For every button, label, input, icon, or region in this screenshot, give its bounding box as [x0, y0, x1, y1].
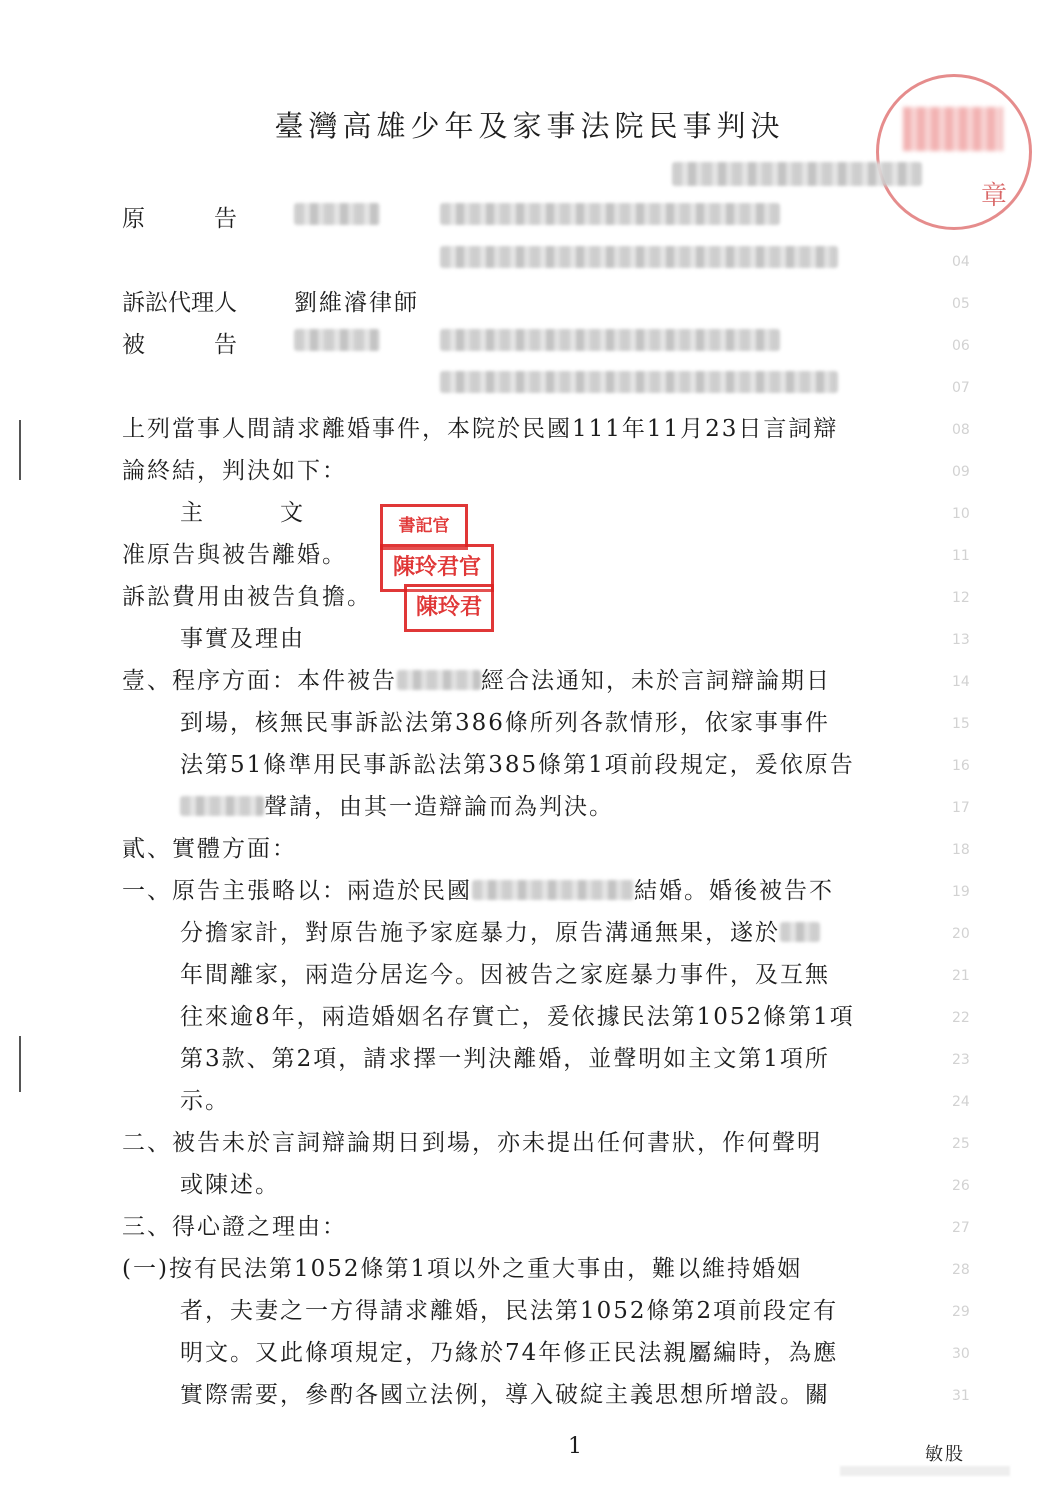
line-number: 14: [952, 674, 970, 690]
redacted-plaintiff-address: [440, 203, 780, 225]
section-two-p1-line-3: 年間離家，兩造分居迄今。因被告之家庭暴力事件，及互無: [180, 962, 830, 988]
section-two-p2-line-2: 或陳述。: [180, 1172, 280, 1198]
redacted-defendant-name-inline: [397, 670, 481, 690]
section-two-p1-line-2: 分擔家計，對原告施予家庭暴力，原告溝通無果，遂於: [180, 920, 780, 946]
line-number: 16: [952, 758, 970, 774]
line-number: 20: [952, 926, 970, 942]
agent-name: 劉維濬律師: [294, 290, 419, 316]
redacted-defendant-name: [294, 329, 380, 351]
line-number: 27: [952, 1220, 970, 1236]
line-number: 28: [952, 1262, 970, 1278]
intro-line-1: 上列當事人間請求離婚事件，本院於民國111年11月23日言詞辯: [122, 416, 839, 442]
intro-line-2: 論終結，判決如下：: [122, 458, 347, 484]
line-number: 17: [952, 800, 970, 816]
line-number: 07: [952, 380, 970, 396]
line-number: 24: [952, 1094, 970, 1110]
binding-mark-bottom: [19, 1036, 21, 1092]
redacted-year: [780, 922, 820, 942]
section-two-p1-head-line: [122, 872, 834, 905]
clerk-seal-bottom: 陳玲君: [404, 584, 494, 632]
line-number: 31: [952, 1388, 970, 1404]
line-number: 19: [952, 884, 970, 900]
binding-mark-top: [19, 420, 21, 480]
document-title: 臺灣高雄少年及家事法院民事判決: [274, 109, 785, 143]
redacted-plaintiff-name-inline: [180, 796, 264, 816]
redacted-defendant-address: [440, 329, 780, 351]
section-two-p1-line-5: 第3款、第2項，請求擇一判決離婚，並聲明如主文第1項所: [180, 1046, 830, 1072]
line-number: 22: [952, 1010, 970, 1026]
section-two-p3-line-2: 者，夫妻之一方得請求離婚，民法第1052條第2項前段定有: [180, 1298, 839, 1324]
section-two-p1-head: 一、原告主張略以：兩造於民國: [122, 878, 472, 904]
line-number: 18: [952, 842, 970, 858]
section-two-p3-line-4: 實際需要，參酌各國立法例，導入破綻主義思想所增設。關: [180, 1382, 830, 1408]
line-number: 26: [952, 1178, 970, 1194]
line-number: 12: [952, 590, 970, 606]
line-number: 29: [952, 1304, 970, 1320]
redacted-plaintiff-name: [294, 203, 380, 225]
section-two-p3-line-1: (一)按有民法第1052條第1項以外之重大事由，難以維持婚姻: [122, 1256, 803, 1282]
section-two-p1-line-4: 往來逾8年，兩造婚姻名存實亡，爰依據民法第1052條第1項: [180, 1004, 855, 1030]
line-number: 06: [952, 338, 970, 354]
section-one-line-4: [180, 788, 614, 821]
redacted-defendant-id: [440, 371, 838, 393]
plaintiff-label: 原 告: [122, 206, 237, 232]
clerk-division: 敏股: [925, 1444, 965, 1465]
defendant-label: 被 告: [122, 332, 237, 358]
line-number: 11: [952, 548, 970, 564]
round-stamp-char: 章: [980, 181, 1009, 211]
page-number: 1: [568, 1434, 582, 1459]
faint-footer-text: [840, 1466, 1010, 1476]
section-one-line-3: 法第51條準用民事訴訟法第385條第1項前段規定，爰依原告: [180, 752, 855, 778]
main-heading: 主 文: [180, 500, 305, 526]
section-one-head-line: [122, 662, 831, 695]
section-two-p1-head-rest: 結婚。婚後被告不: [634, 878, 834, 904]
main-item-2: 訴訟費用由被告負擔。: [122, 584, 372, 610]
line-number: 10: [952, 506, 970, 522]
clerk-seal-middle: 陳玲君官: [380, 544, 494, 592]
section-one-line-2: 到場，核無民事訴訟法第386條所列各款情形，依家事事件: [180, 710, 830, 736]
section-one-last-rest: 聲請，由其一造辯論而為判決。: [264, 794, 614, 820]
line-number: 04: [952, 254, 970, 270]
main-item-1: 准原告與被告離婚。: [122, 542, 347, 568]
line-number: 21: [952, 968, 970, 984]
line-number: 30: [952, 1346, 970, 1362]
redacted-plaintiff-id: [440, 246, 838, 268]
court-round-stamp: [876, 74, 1032, 230]
agent-label: 訴訟代理人: [122, 290, 237, 316]
facts-heading: 事實及理由: [180, 626, 305, 652]
line-number: 09: [952, 464, 970, 480]
line-number: 25: [952, 1136, 970, 1152]
line-number: 05: [952, 296, 970, 312]
section-two-p2-line-1: 二、被告未於言詞辯論期日到場，亦未提出任何書狀，作何聲明: [122, 1130, 822, 1156]
section-one-head-rest: 經合法通知，未於言詞辯論期日: [481, 668, 831, 694]
line-number: 23: [952, 1052, 970, 1068]
section-one-head: 壹、程序方面：本件被告: [122, 668, 397, 694]
redacted-stamp-text: [903, 107, 1003, 151]
redacted-marriage-date: [472, 880, 634, 900]
section-two-head: 貳、實體方面：: [122, 836, 297, 862]
section-two-p1-line-6: 示。: [180, 1088, 230, 1114]
line-number: 08: [952, 422, 970, 438]
section-two-p1-line-2-wrap: [180, 914, 820, 947]
section-two-p3-line-3: 明文。又此條項規定，乃緣於74年修正民法親屬編時，為應: [180, 1340, 839, 1366]
section-two-p3-head: 三、得心證之理由：: [122, 1214, 347, 1240]
redacted-case-number: [672, 162, 922, 186]
line-number: 15: [952, 716, 970, 732]
clerk-seal-top: 書記官: [380, 504, 468, 550]
line-number: 13: [952, 632, 970, 648]
